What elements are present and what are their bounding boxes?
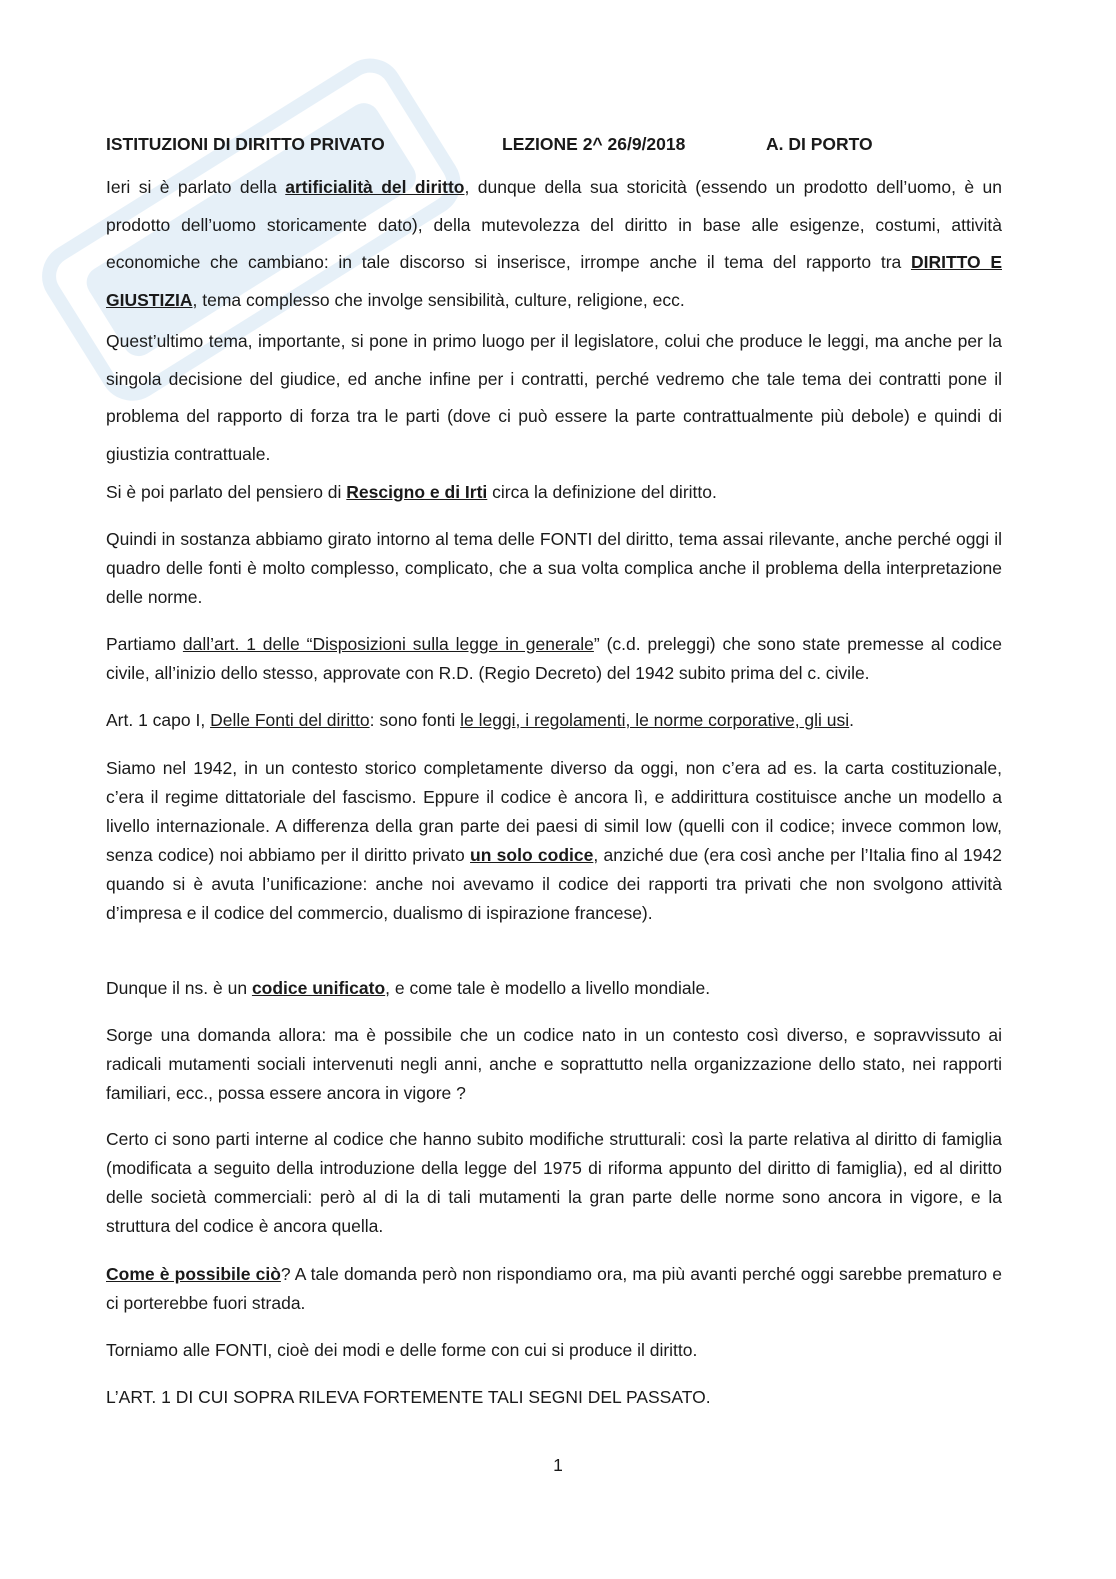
paragraph-5 (106, 630, 1002, 688)
p1-emphasis-1: artificialità del diritto (285, 177, 465, 197)
paragraph-2: Quest’ultimo tema, importante, si pone in primo luogo per il legislatore, colui che produce le leggi, ma anche per la singola decisione del giudice, ed anche infine per i contratti, perché vedremo che tale tema dei contratti pone il problema del rapporto di forza tra le parti (dove ci può essere la parte contrattualmente più debole) e quindi di giustizia contrattuale. (106, 331, 1002, 465)
p5-text-2: ” (c.d. preleggi) che sono state premesse al codice civile, all’inizio dello stesso, approvate con R.D. (Regio Decreto) del 1942 subito prima del c. civile. (106, 634, 1002, 683)
document-header (106, 134, 1002, 158)
p1-emphasis-2: DIRITTO E GIUSTIZIA (106, 252, 1002, 311)
p7-text-1: Siamo nel 1942, in un contesto storico completamente diverso da oggi, non c’era ad es. la carta costituzionale, c’era il regime dittatoriale del fascismo. Eppure il codice è ancora lì, e addirittura costituisce anche un modello a livello internazionale. A differenza della gran parte dei paesi di simil low (quelli con il codice; invece common low, senza codice) noi abbiamo per il diritto privato (106, 758, 1002, 865)
paragraph-13: L’ART. 1 DI CUI SOPRA RILEVA FORTEMENTE TALI SEGNI DEL PASSATO. (106, 1387, 711, 1407)
professor-name: A. DI PORTO (766, 134, 873, 154)
p5-text-1: Partiamo (106, 634, 183, 654)
p8-emphasis-1: codice unificato (251, 978, 386, 998)
p5-underline-1: dall’art. 1 delle “Disposizioni sulla legge in generale (182, 634, 594, 654)
paragraph-3 (106, 474, 1002, 512)
p3-emphasis-1: Rescigno e di Irti (346, 482, 488, 502)
p11-emphasis-1: Come è possibile ciò (106, 1264, 281, 1284)
p1-text-2: , dunque della sua storicità (essendo un prodotto dell’uomo, è un prodotto dell’uomo storicamente dato), della mutevolezza del diritto in base alle esigenze, costumi, attività economiche che cambiano: in tale discorso si inserisce, irrompe anche il tema del rapporto tra (106, 177, 1002, 273)
paragraph-4: Quindi in sostanza abbiamo girato intorno al tema delle FONTI del diritto, tema assai rilevante, anche perché oggi il quadro delle fonti è molto complesso, complicato, che a sua volta complica anche il problema della interpretazione delle norme. (106, 529, 1002, 607)
p6-text-3: . (849, 710, 855, 730)
page-number: 1 (553, 1455, 563, 1475)
paragraph-6 (106, 706, 1002, 735)
p3-text-2: circa la definizione del diritto. (487, 482, 717, 502)
p11-text-1: ? A tale domanda però non rispondiamo ora, ma più avanti perché oggi sarebbe prematuro e ci porterebbe fuori strada. (106, 1264, 1002, 1313)
p6-underline-2: le leggi, i regolamenti, le norme corporative, gli usi (460, 710, 850, 730)
paragraph-10: Certo ci sono parti interne al codice che hanno subito modifiche strutturali: così la parte relativa al diritto di famiglia (modificata a seguito della introduzione della legge del 1975 di riforma appunto del diritto di famiglia), ed al diritto delle società commerciali: però al di la di tali mutamenti la gran parte delle norme sono ancora in vigore, e la struttura del codice è ancora quella. (106, 1129, 1002, 1236)
paragraph-9: Sorge una domanda allora: ma è possibile che un codice nato in un contesto così diverso, e sopravvissuto ai radicali mutamenti sociali intervenuti negli anni, anche e soprattutto nella organizzazione dello stato, nei rapporti familiari, ecc., possa essere ancora in vigore ? (106, 1025, 1002, 1103)
paragraph-11 (106, 1260, 1002, 1318)
lesson-date: LEZIONE 2^ 26/9/2018 (502, 134, 686, 154)
p1-text-1: Ieri si è parlato della (106, 177, 286, 197)
paragraph-8 (106, 974, 1002, 1003)
paragraph-1 (106, 169, 1002, 320)
paragraph-7 (106, 754, 1002, 928)
p3-text-1: Si è poi parlato del pensiero di (106, 482, 347, 502)
p8-text-1: Dunque il ns. è un (106, 978, 252, 998)
p6-text-2: : sono fonti (369, 710, 461, 730)
p6-underline-1: Delle Fonti del diritto (210, 710, 370, 730)
p6-text-1: Art. 1 capo I, (106, 710, 211, 730)
p7-text-2: , anziché due (era così anche per l’Italia fino al 1942 quando si è avuta l’unificazione: anche noi avevamo il codice dei rapporti tra privati che non svolgono attività d’impresa e il codice del commercio, dualismo di ispirazione francese). (106, 845, 1002, 923)
course-title: ISTITUZIONI DI DIRITTO PRIVATO (106, 134, 385, 154)
p1-text-3: , tema complesso che involge sensibilità, culture, religione, ecc. (192, 290, 685, 311)
p7-emphasis-1: un solo codice (470, 845, 594, 865)
p8-text-2: , e come tale è modello a livello mondiale. (385, 978, 711, 998)
paragraph-12: Torniamo alle FONTI, cioè dei modi e delle forme con cui si produce il diritto. (106, 1340, 698, 1360)
